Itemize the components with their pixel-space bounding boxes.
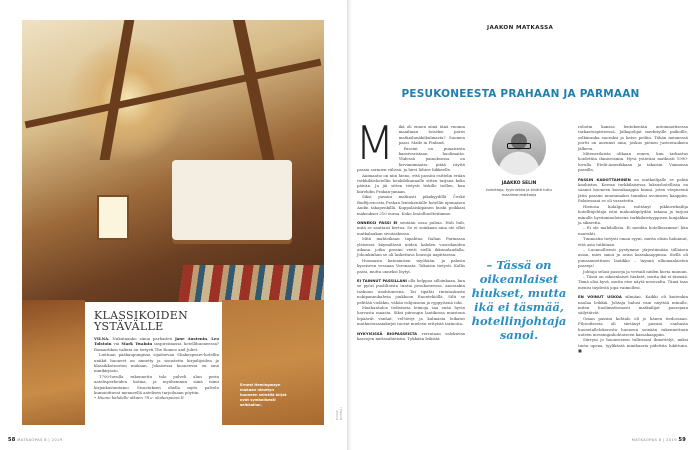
author-name: JAAKKO SELIN xyxy=(501,181,537,186)
paragraph: Maahantuloa todistavia leimoja saa enää hyvin harvasta maasta. Siksi piirongin laatikossa muistona lepäävät vanhat, vel'tietyt ja kulmasta leikatut matkustusasiakirjat tuovat mieleen erityisiä tarinoita. xyxy=(357,305,465,327)
pull-quote: – Tässä on oikeanlaiset hiukset, mutta ikä ei täsmää, hotellinjohtaja sanoi. xyxy=(471,258,567,342)
paragraph: – Luonnollisesti pystymme järjestämään tällaisen asian, mies sanoi ja avasi kassakaappinsa. Siellä oli punasamettinen laatikko – täynnä ulkomaalaisten passeja! xyxy=(578,246,688,269)
paragraph: – Tässä on oikeanlaiset hiukset, mutta ikä ei täsmää. Tämä olisi hyvä, mutta etse näytä neeuvalta. Tämä taas menisi täydestä jopa vaimollesi. xyxy=(578,273,688,290)
box-info: • Huone kahdelle alkaen 78 e. shakespeare.lt xyxy=(94,395,184,401)
article-title: PESUKONEESTA PRAHAAN JA PARMAAN xyxy=(401,88,640,100)
box-paragraph: 1700-luvulla rakennettu talo palveli alun perin aatelisperheiden kotina, ja myöhemmin siinä toimi kirjankustantamo. Sisustuksen ohella myös palvelu kunnioittavat menneellä aatelisen tarjoiluaan pöytiin. xyxy=(94,373,219,396)
floor-photo-left xyxy=(22,300,85,425)
rug xyxy=(170,265,324,302)
photo-caption: Ernest Hemingwayn mukaan nimetyn huoneen seinällä kirjat ovat symbolisesti seikkailun. xyxy=(240,383,287,407)
paragraph: Mitä mahtoikaan tapahtua Italian Parmassa yleisessä käymälässä niiden kahden vuorokauden aikana, jotka passini vietti siellä ikkunalaudalla. Johonkinhan se oli laskettava housuja napittaessa. xyxy=(357,236,465,258)
box-paragraph: Liettuan pääkaupungissa sijaitsevan Shakespeare-hotellin uniikit huoneet on nimetty ja sisustettu kirjailijoiden ja klassikkoteosten mukaan. Jokaisessa huoneessa on oma minikirjasto. xyxy=(94,352,219,374)
paragraph: Passini on punaisesta kansivaristaan huolimatta. Yhdessä painoksessa on hirvianimaatio: pitää räyttä passia sormien välissä, ja hirvi lähtee liikkeelle. xyxy=(357,145,465,173)
paragraph: NYKYISISSÄ BIOPASSEISTA verrataan valokuvaa kasvojen mittasuhteisiin. Tykkään leikistä xyxy=(357,330,466,342)
section-kicker: JAAKON MATKASSA xyxy=(487,25,554,31)
paragraph: PASSIN KADOTTAMINEN on matkailijalle se pahin kauhistus. Kerran turkkilaisessa luksushotellissa en saanut huoneen kassakaappia kiinni, joten väsyneenä jätin passini muutamaksi tunniksi avoimeen kaappiin. Palatessani se oli varastettu. xyxy=(578,176,688,204)
paragraph: EN VOINUT USKOA silmiäni. Kaikki oli kuitenkin naulaa leikkiä. Johtaja halusi vain näyttää minulle, miten huolimattomasti matkailijat passejaan säilyttävät. xyxy=(578,294,688,316)
paragraph: Huomasin katoamisen myöhään, ja palasin kyseiseen vessaan Veronasta. Takaisin tietysti. Kallis passi, mutta onneksi löytyi. xyxy=(357,257,465,274)
author-portrait xyxy=(492,121,546,175)
paragraph: Hienosa hidalgoa esittänyt pikkuvirkailija hotellinjohtaja istui mahonkipöydän takana ja tarjosi minulle hyvänmuuloisena turkkilaistyyppisen konjakkia ja sikareita. xyxy=(578,203,688,225)
paragraph: robotin kanssa lentokentän automaattisessa tarkastuspisteessä. Jalkapohjat merkityille paikoille, selkäranka suoraksi ja katse peiliin. Tähän mennessä portti on auennut aina, joskus pienen justeerauksen jälkeen. xyxy=(578,124,688,151)
box-heading-line: KLASSIKOIDEN xyxy=(94,309,189,322)
right-folio: MATKAOPAS 8 | 2019 59 xyxy=(631,437,686,443)
paragraph: Animaatio on niin hieno, että passini esittelin erään tsekkiläishotellin henkilökunnalle sitten tarjana koko päivän. Ja jäi sitten tietysti tiskille tiellen, kun kiirehdin Prahan-junaan. xyxy=(357,172,465,194)
paragraph: Siirryin jo huoneeseen tullessani ihmettelyt, miksi tuota upeaa, tyylikästä minibaaria pidettiin lukittuna. ■ xyxy=(578,337,688,354)
paragraph: ONNEKSI PASSI EI sentään osaa puhua. Huh huh, mitä se saattaisi kertoa. Se ei suinkaan aina ole ollut matkalaukun sivutaskussa. xyxy=(357,219,466,236)
hotel-room-photo xyxy=(22,20,324,302)
column-3 xyxy=(578,124,688,354)
author-role: toimittaja, tyyliniekka ja tiivätä tuttu maailmanmatkaaja xyxy=(486,188,552,197)
column-1 xyxy=(355,116,466,342)
paragraph: – Ei ole mahdollista. Ei meidän hotellissamme! hän naurahti. xyxy=(578,225,688,236)
paragraph: ikä oli ennen siinä tänä vuonna maailman toiseksi paras matkailunäkökulmasta? Suomen passi. Made in Finland. xyxy=(398,124,465,146)
paragraph: Johtaja selasi passeja ja vertaili niiden kuvia minuun. xyxy=(583,268,688,274)
dormer-window xyxy=(97,195,129,240)
bed xyxy=(172,160,292,240)
paragraph: EI TAINNUT PASSILLANI olla helppoa silloinkaan, kun se pyöri puoliltoista tuntia pesukoneessa, anoraakin taskuun unohtuneena. Tai tipahti rintataskusta nokipannukahvin joukkoon Enontekiöllä. Silti se pelittää vieläkin, vähän ruhjuisena ja ryppyisenä toki. xyxy=(357,277,465,305)
box-heading xyxy=(94,310,188,332)
right-page xyxy=(347,0,694,450)
paragraph: Tunnustin tietysti oman syyni, mutta olisin halunnut, että asia tutkitaan. xyxy=(578,236,688,247)
box-paragraph: VILNA. Nukutaanko sinua parhaiten Jane Austenin, Leo Tolstoin vai Mark Twainin inspiroimassa hotellihuoneessa? Romantikon valinta on tietysti The Romeo and Juliet. xyxy=(94,336,219,352)
left-folio: 58 MATKAOPAS 8 | 2019 xyxy=(8,437,63,443)
paragraph: Siksi passini matkusti pikakyydillä České Budějovicesta Prahan lentokentälle hotellin apunaisen Audin takapenkillä. Kuppalaiskipänen kuski poikkasi maksukset 210 euroa. Koko lentolhuoltetiimme. xyxy=(357,194,465,216)
drop-cap: M xyxy=(355,116,395,170)
paragraph: Mitenerilaista olikaan ennen, kun tarkastus hoidettiin ihmisvoimin. Hyvä ystäväni matkusti 1990-luvulla Etelä-Amerikkaan ja takaisin. Vaimonsa passilla. xyxy=(578,151,688,173)
box-heading-line: YSTÄVÄLLE xyxy=(94,320,164,333)
paragraph: Oman passini kohtalo oli jo hänen tiedossaan. Filosofisesta oli siirtänyt passini vanhasta huonetallelokerosta huoneen seinään rakennettuun uuteen messinginhohtoiseen kassakaappiin. xyxy=(578,315,688,338)
box-body xyxy=(94,336,219,401)
photo-credit: KUVAT: HOTELLI xyxy=(335,407,343,420)
